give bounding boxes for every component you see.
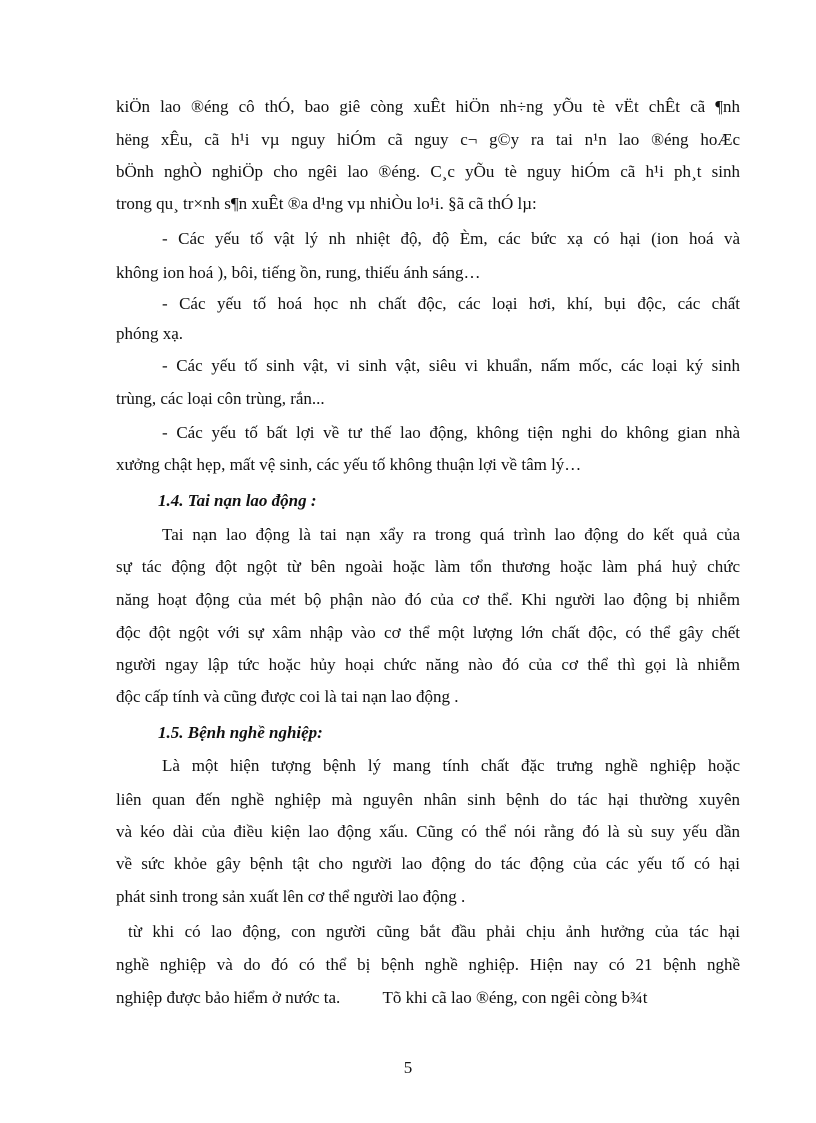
list-item-line: xưởng chật hẹp, mất vệ sinh, các yếu tố không thuận lợi về tâm lý… xyxy=(116,455,582,474)
body-line: về sức khỏe gây bệnh tật cho người lao động do tác động của các yếu tố có hại xyxy=(116,854,740,873)
list-item-line: - Các yếu tố vật lý nh nhiệt độ, độ Èm, các bức xạ có hại (ion hoá và xyxy=(162,229,740,248)
body-line: Tai nạn lao động là tai nạn xẩy ra trong quá trình lao động do kết quả của xyxy=(162,525,740,544)
body-line: nghề nghiệp và do đó có thể bị bệnh nghề nghiệp. Hiện nay có 21 bệnh nghề xyxy=(116,955,740,974)
body-line: sự tác động đột ngột từ bên ngoài hoặc làm tổn thương hoặc làm phá huỷ chức xyxy=(116,557,740,576)
body-line: hëng xÊu, cã h¹i vµ nguy hiÓm cã nguy c¬ g©y ra tai n¹n lao ®éng hoÆc xyxy=(116,130,740,149)
body-line: trong qu¸ tr×nh s¶n xuÊt ®a d¹ng vµ nhiÒu lo¹i. §ã cã thÓ lµ: xyxy=(116,194,537,213)
list-item-line: - Các yếu tố hoá học nh chất độc, các loại hơi, khí, bụi độc, các chất xyxy=(162,294,740,313)
section-heading: 1.4. Tai nạn lao động : xyxy=(158,491,317,510)
body-line: nghiệp được bảo hiểm ở nước ta. Tõ khi cã lao ®éng, con ngêi còng b¾t xyxy=(116,988,648,1007)
body-line: năng hoạt động của mét bộ phận nào đó của cơ thể. Khi người lao động bị nhiễm xyxy=(116,590,740,609)
list-item-line: trùng, các loại côn trùng, rắn... xyxy=(116,389,325,408)
list-item-line: - Các yếu tố bất lợi về tư thế lao động, không tiện nghi do không gian nhà xyxy=(162,423,740,442)
section-heading: 1.5. Bệnh nghề nghiệp: xyxy=(158,723,323,742)
body-line: phát sinh trong sản xuất lên cơ thể người lao động . xyxy=(116,887,466,906)
list-item-line: phóng xạ. xyxy=(116,324,184,343)
list-item-line: không ion hoá ), bôi, tiếng ồn, rung, thiếu ánh sáng… xyxy=(116,263,481,282)
body-line: bÖnh nghÒ nghiÖp cho ngêi lao ®éng. C¸c yÕu tè nguy hiÓm cã h¹i ph¸t sinh xyxy=(116,162,740,181)
body-line: liên quan đến nghề nghiệp mà nguyên nhân sinh bệnh do tác hại thường xuyên xyxy=(116,790,740,809)
body-line: kiÖn lao ®éng cô thÓ, bao giê còng xuÊt hiÖn nh÷ng yÕu tè vËt chÊt cã ¶nh xyxy=(116,97,740,116)
body-line: độc đột ngột với sự xâm nhập vào cơ thể một lượng lớn chất độc, có thể gây chết xyxy=(116,623,740,642)
body-line: từ khi có lao động, con người cũng bắt đầu phải chịu ảnh hưởng của tác hại xyxy=(128,922,740,941)
body-line: người ngay lập tức hoặc hủy hoại chức năng nào đó của cơ thể thì gọi là nhiễm xyxy=(116,655,740,674)
page-number: 5 xyxy=(403,1058,413,1077)
body-line: độc cấp tính và cũng được coi là tai nạn lao động . xyxy=(116,687,459,706)
list-item-line: - Các yếu tố sinh vật, vi sinh vật, siêu vi khuẩn, nấm mốc, các loại ký sinh xyxy=(162,356,740,375)
body-line: và kéo dài của điều kiện lao động xấu. Cũng có thể nói rằng đó là sù suy yếu dần xyxy=(116,822,740,841)
body-line: Là một hiện tượng bệnh lý mang tính chất đặc trưng nghề nghiệp hoặc xyxy=(162,756,740,775)
